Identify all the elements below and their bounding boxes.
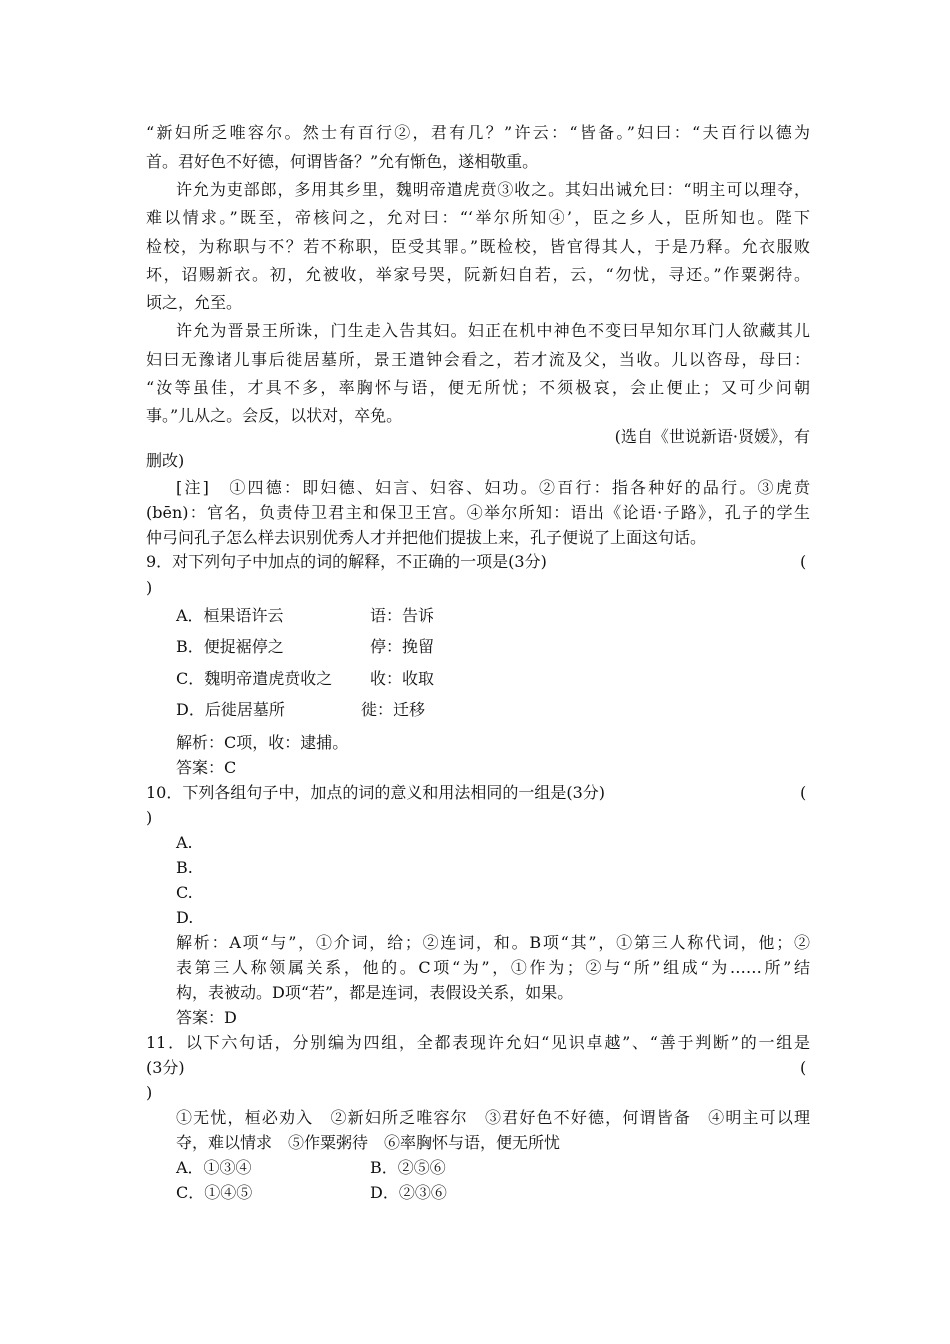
answer-paren-open: ( <box>800 783 807 802</box>
q11-option-c: C．①④⑤ <box>176 1183 253 1202</box>
option-gloss: 停：挽留 <box>370 637 435 656</box>
passage-line: 难以情求。”既至，帝核问之，允对曰：“‘举尔所知④’，臣之乡人，臣所知也。陛下 <box>146 208 810 227</box>
answer-paren-open: ( <box>800 552 807 571</box>
option-sentence: A．桓果语许云 <box>176 606 284 625</box>
q11-items-line: ①无忧，桓必劝入 ②新妇所乏唯容尔 ③君好色不好德，何谓皆备 ④明主可以理 <box>176 1108 810 1127</box>
q11-option-b: B．②⑤⑥ <box>370 1158 446 1177</box>
option-gloss: 收：收取 <box>370 669 435 688</box>
answer-paren-close: ) <box>146 578 153 597</box>
q9-analysis: 解析：C项，收：逮捕。 <box>176 733 349 752</box>
q10-option-b: B. <box>176 858 193 877</box>
q11-options-row <box>176 1156 810 1180</box>
passage-line: 首。君好色不好德，何谓皆备？”允有惭色，遂相敬重。 <box>146 152 539 171</box>
q11-option-a: A．①③④ <box>176 1158 252 1177</box>
answer-paren-close: ) <box>146 808 153 827</box>
source-citation-cont: 删改) <box>146 451 185 470</box>
q10-analysis-line: 构，表被动。D项“若”，都是连词，表假设关系，如果。 <box>176 983 574 1002</box>
q10-analysis-line: 表第三人称领属关系，他的。C项“为”，①作为；②与“所”组成“为……所”结 <box>176 958 810 977</box>
note-line: (bēn)：官名，负责侍卫君主和保卫王宫。④举尔所知：语出《论语·子路》，孔子的学生 <box>146 503 810 522</box>
option-sentence: C．魏明帝遣虎贲收之 <box>176 669 333 688</box>
passage-line: 妇曰无豫诸儿事后徙居墓所，景王遣钟会看之，若才流及父，当收。儿以咨母，母曰： <box>146 350 810 369</box>
question-9-stem: 9．对下列句子中加点的词的解释，不正确的一项是(3分) <box>146 552 547 571</box>
passage-line: “汝等虽佳，才具不多，率胸怀与语，便无所忧；不须极哀，会止便止；又可少问朝 <box>146 378 810 397</box>
passage-line: 坏，诏赐新衣。初，允被收，举家号哭，阮新妇自若，云，“勿忧，寻还。”作粟粥待。 <box>146 265 810 284</box>
source-citation: (选自《世说新语·贤媛》，有 <box>614 427 810 446</box>
note-line: [注] ①四德：即妇德、妇言、妇容、妇功。②百行：指各种好的品行。③虎贲 <box>176 478 810 497</box>
answer-paren-close: ) <box>146 1083 153 1102</box>
q10-analysis-line: 解析：A项“与”，①介词，给；②连词，和。B项“其”，①第三人称代词，他；② <box>176 933 810 952</box>
passage-line: 许允为吏部郎，多用其乡里，魏明帝遣虎贲③收之。其妇出诫允曰：“明主可以理夺， <box>176 180 810 199</box>
passage-line: 事。”儿从之。会反，以状对，卒免。 <box>146 406 403 425</box>
q9-option-d <box>176 698 810 722</box>
option-sentence: B．便捉裾停之 <box>176 637 284 656</box>
note-line: 仲弓问孔子怎么样去识别优秀人才并把他们提拔上来，孔子便说了上面这句话。 <box>146 528 707 547</box>
q11-option-d: D．②③⑥ <box>370 1183 447 1202</box>
question-11-stem-cont: (3分) <box>146 1058 185 1077</box>
question-10-stem: 10．下列各组句子中，加点的词的意义和用法相同的一组是(3分) <box>146 783 606 802</box>
q9-option-c <box>176 667 810 691</box>
q10-option-c: C. <box>176 883 193 902</box>
q9-option-a <box>176 604 810 628</box>
q10-answer: 答案：D <box>176 1008 237 1027</box>
option-gloss: 徙：迁移 <box>361 700 426 719</box>
passage-line: 检校，为称职与不？若不称职，臣受其罪。”既检校，皆官得其人，于是乃释。允衣服败 <box>146 237 810 256</box>
q10-option-a: A. <box>176 833 193 852</box>
passage-line: 许允为晋景王所诛，门生走入告其妇。妇正在机中神色不变曰早知尔耳门人欲藏其儿 <box>176 321 810 340</box>
q11-options-row <box>176 1181 810 1205</box>
q9-option-b <box>176 635 810 659</box>
answer-paren-open: ( <box>800 1058 807 1077</box>
question-11-stem: 11．以下六句话，分别编为四组，全都表现许允妇“见识卓越”、“善于判断”的一组是 <box>146 1033 810 1052</box>
q11-items-line: 夺，难以情求 ⑤作粟粥待 ⑥率胸怀与语，便无所忧 <box>176 1133 561 1152</box>
passage-line: 顷之，允至。 <box>146 293 243 312</box>
option-gloss: 语：告诉 <box>370 606 435 625</box>
option-sentence: D．后徙居墓所 <box>176 700 285 719</box>
q10-option-d: D. <box>176 908 194 927</box>
q9-answer: 答案：C <box>176 758 237 777</box>
passage-line: “新妇所乏唯容尔。然士有百行②，君有几？”许云：“皆备。”妇曰：“夫百行以德为 <box>146 123 810 142</box>
